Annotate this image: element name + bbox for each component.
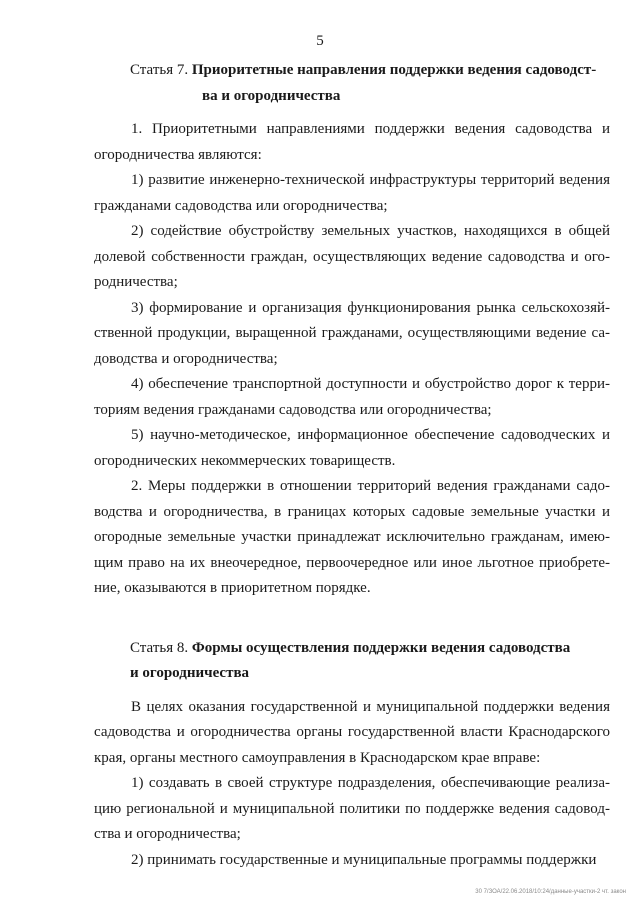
article-7-paragraph: 5) научно-методическое, информационное обеспечение садоводческих и огороднических некоммерческих товариществ.: [94, 427, 610, 469]
article-7-label: Статья 7.: [130, 62, 189, 78]
article-8-title-line2: и огородничества: [130, 665, 250, 681]
document-footer-stamp: 30 7/ЗОА/22.06.2018/10:24/данные-участки-2 чт. закон: [475, 889, 626, 895]
document-body: [94, 58, 610, 873]
article-7-title: [94, 58, 610, 109]
article-7-paragraph: 2. Меры поддержки в отношении территорий ведения гражданами садо-водства и огородничества, в границах которых садовые земельные участки и огородные земельные участки принадлежат исключительно гражданам, имею-щим право на их внеочередное, первоочередное или иное льготное приобрете-ние, оказываются в приоритетном порядке.: [94, 478, 610, 596]
article-7-paragraph: 4) обеспечение транспортной доступности и обустройство дорог к терри-ториям ведения гражданами садоводства или огородничества;: [94, 376, 610, 418]
article-7-paragraph: 1) развитие инженерно-технической инфраструктуры территорий ведения гражданами садоводства или огородничества;: [94, 172, 610, 214]
article-8-paragraph: 1) создавать в своей структуре подразделения, обеспечивающие реализа-цию региональной и муниципальной политики по поддержке ведения садовод-ства и огородничества;: [94, 775, 610, 842]
page-number: 5: [316, 33, 324, 49]
article-8-paragraph: 2) принимать государственные и муниципальные программы поддержки: [131, 851, 597, 868]
article-8-title: [94, 636, 610, 687]
article-8-title-line1: Формы осуществления поддержки ведения садоводства: [191, 639, 571, 656]
article-7-paragraph: 1. Приоритетными направлениями поддержки ведения садоводства и огородничества являются:: [94, 121, 610, 163]
article-7-title-line2: ва и огородничества: [202, 87, 341, 104]
article-8-paragraph: В целях оказания государственной и муниципальной поддержки ведения садоводства и огородничества органы государственной власти Краснодарского края, органы местного самоуправления в Краснодарском крае вправе:: [94, 698, 610, 766]
article-7-paragraph: 2) содействие обустройству земельных участков, находящихся в общей долевой собственности граждан, осуществляющих ведение садоводства и ого-родничества;: [94, 223, 610, 290]
article-7-paragraph: 3) формирование и организация функционирования рынка сельскохозяй-ственной продукции, выращенной гражданами, осуществляющими ведение са-доводства и огородничества;: [94, 299, 610, 367]
article-7-title-line1: Приоритетные направления поддержки ведения садоводст-: [191, 62, 597, 78]
article-8-label: Статья 8.: [130, 639, 189, 656]
